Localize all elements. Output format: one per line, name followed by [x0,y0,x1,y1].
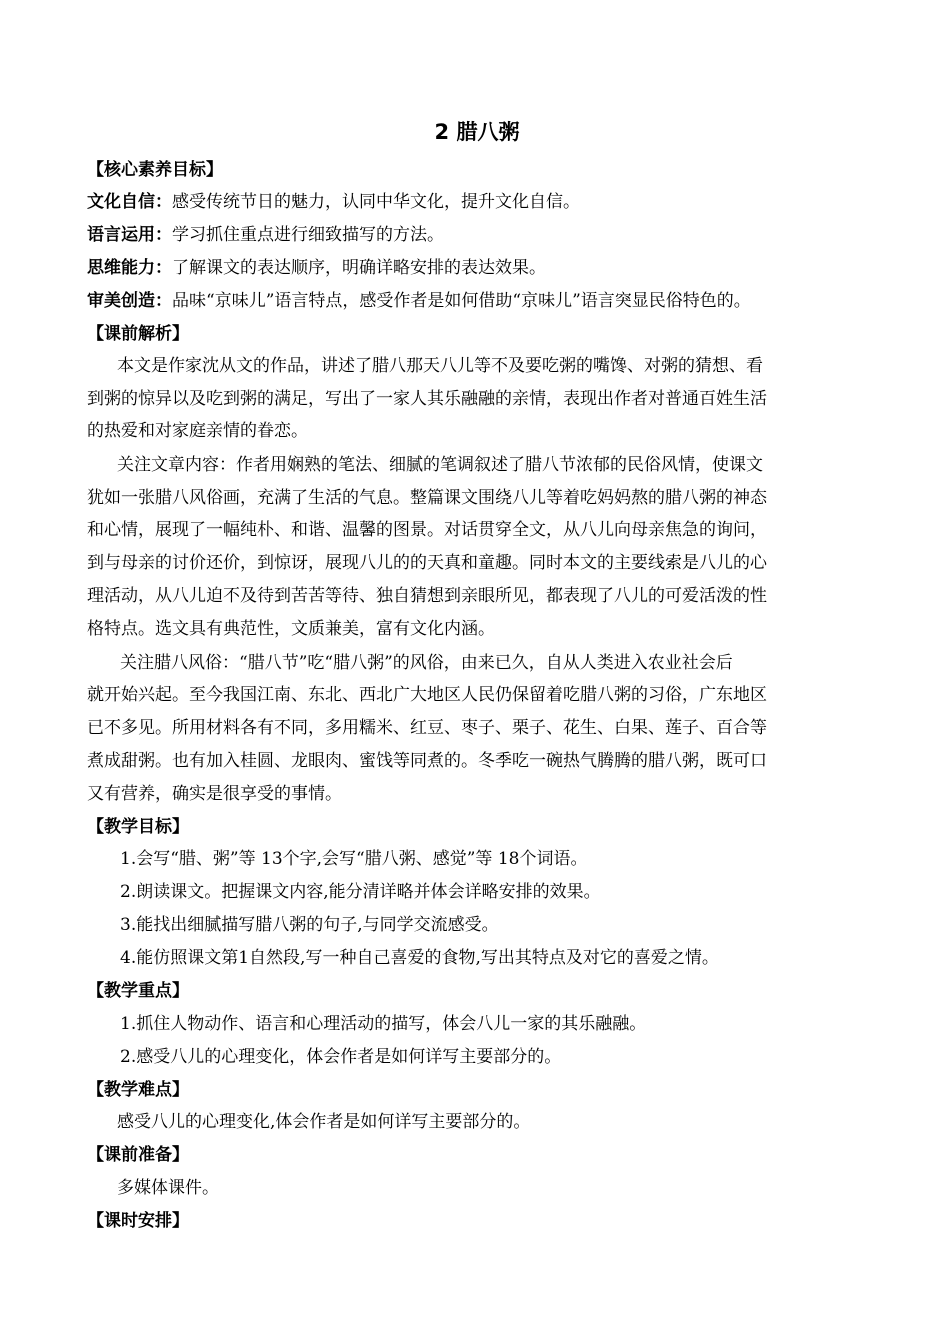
teaching-goal-item: 3.能找出细腻描写腊八粥的句子,与同学交流感受。 [120,915,499,935]
teaching-goals-heading: 【教学目标】 [87,817,189,837]
preparation-text: 多媒体课件。 [117,1178,219,1198]
teaching-goal-item: 1.会写“腊、粥”等 13个字,会写“腊八粥、感觉”等 18个词语。 [120,849,588,869]
key-point-item: 2.感受八儿的心理变化，体会作者是如何详写主要部分的。 [120,1047,562,1067]
page-title: 2 腊八粥 [434,120,520,144]
analysis-p2-line: 理活动，从八儿迫不及待到苦苦等待、独自猜想到亲眼所见，都表现了八儿的可爱活泼的性 [87,586,767,606]
core-goal-text: 感受传统节日的魅力，认同中华文化，提升文化自信。 [172,192,580,212]
analysis-p2-line: 格特点。选文具有典范性，文质兼美，富有文化内涵。 [87,619,495,639]
analysis-p3-line: 关注腊八风俗：“腊八节”吃“腊八粥”的风俗，由来已久，自从人类进入农业社会后 [120,653,733,673]
analysis-p3-line: 又有营养，确实是很享受的事情。 [87,784,342,804]
core-goal-thinking [87,256,546,280]
core-goal-text: 品味“京味儿”语言特点，感受作者是如何借助“京味儿”语言突显民俗特色的。 [172,291,751,311]
analysis-p1-line: 的热爱和对家庭亲情的眷恋。 [87,421,308,441]
analysis-heading: 【课前解析】 [87,324,189,344]
core-goal-text: 了解课文的表达顺序，明确详略安排的表达效果。 [172,258,546,278]
core-goal-label: 审美创造： [87,291,172,311]
difficulties-heading: 【教学难点】 [87,1080,189,1100]
analysis-p2-line: 到与母亲的讨价还价，到惊讶，展现八儿的的天真和童趣。同时本文的主要线索是八儿的心 [87,553,767,573]
analysis-p1-line: 到粥的惊异以及吃到粥的满足，写出了一家人其乐融融的亲情，表现出作者对普通百姓生活 [87,389,767,409]
analysis-p2-line: 和心情，展现了一幅纯朴、和谐、温馨的图景。对话贯穿全文，从八儿向母亲焦急的询问， [87,520,767,540]
schedule-heading: 【课时安排】 [87,1211,189,1231]
analysis-p3-line: 已不多见。所用材料各有不同，多用糯米、红豆、枣子、栗子、花生、白果、莲子、百合等 [87,718,767,738]
core-goal-text: 学习抓住重点进行细致描写的方法。 [172,225,444,245]
teaching-goal-item: 4.能仿照课文第1自然段,写一种自己喜爱的食物,写出其特点及对它的喜爱之情。 [120,948,719,968]
core-goal-label: 思维能力： [87,258,172,278]
core-goal-culture [87,190,580,214]
teaching-goal-item: 2.朗读课文。把握课文内容,能分清详略并体会详略安排的效果。 [120,882,601,902]
analysis-p2-line: 关注文章内容：作者用娴熟的笔法、细腻的笔调叙述了腊八节浓郁的民俗风情，使课文 [117,455,763,475]
difficulties-text: 感受八儿的心理变化,体会作者是如何详写主要部分的。 [117,1112,531,1132]
preparation-heading: 【课前准备】 [87,1145,189,1165]
core-goal-language [87,223,444,247]
analysis-p3-line: 煮成甜粥。也有加入桂圆、龙眼肉、蜜饯等同煮的。冬季吃一碗热气腾腾的腊八粥，既可口 [87,751,767,771]
analysis-p2-line: 犹如一张腊八风俗画，充满了生活的气息。整篇课文围绕八儿等着吃妈妈熬的腊八粥的神态 [87,488,767,508]
analysis-p1-line: 本文是作家沈从文的作品，讲述了腊八那天八儿等不及要吃粥的嘴馋、对粥的猜想、看 [117,356,763,376]
key-point-item: 1.抓住人物动作、语言和心理活动的描写，体会八儿一家的其乐融融。 [120,1014,647,1034]
core-goals-heading: 【核心素养目标】 [87,160,223,180]
core-goal-label: 文化自信： [87,192,172,212]
key-points-heading: 【教学重点】 [87,981,189,1001]
core-goal-label: 语言运用： [87,225,172,245]
core-goal-aesthetic [87,289,751,313]
analysis-p3-line: 就开始兴起。至今我国江南、东北、西北广大地区人民仍保留着吃腊八粥的习俗，广东地区 [87,685,767,705]
